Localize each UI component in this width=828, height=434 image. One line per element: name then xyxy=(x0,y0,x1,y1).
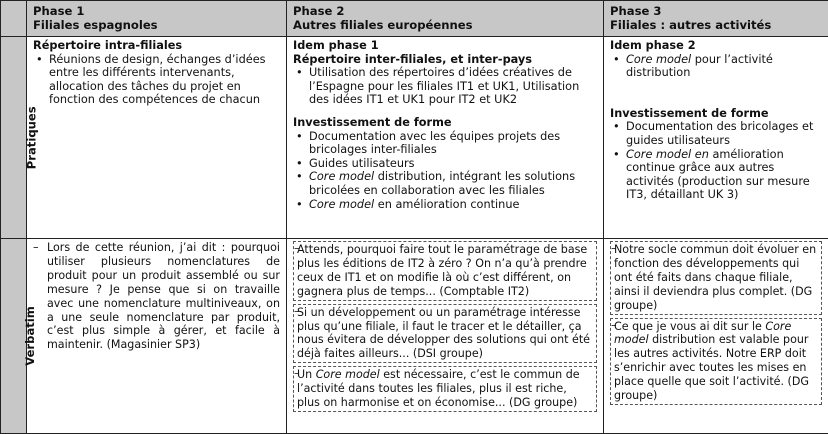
quote-list xyxy=(610,241,822,405)
quote-item: – Lors de cette réunion, j’ai dit : pourquoi utiliser plusieurs nomenclatures de produit pour un produit assemblé ou sur mesure ? Je pense que si on travaille avec une nomenclature multiniveaux, on a une seule nomenclature par produit, c’est plus simple à gérer, et facile à maintenir. (Magasinier SP3) xyxy=(33,241,280,352)
verbatim-row xyxy=(1,239,828,434)
section-title: Investissement de forme xyxy=(610,107,822,121)
bullet-list xyxy=(610,120,822,202)
item-text: pour l’activité distribution xyxy=(626,53,773,80)
list-item: • Réunions de design, échanges d’idées entre les différents intervenants, allocation des tâches du projet en fonction des compétences de chacun xyxy=(33,53,280,107)
phase-label: Phase 3 xyxy=(610,4,822,18)
list-item xyxy=(293,170,597,197)
row-label-verbatim: Verbatim xyxy=(1,239,27,434)
pratiques-phase-2 xyxy=(287,37,604,239)
section-title: Répertoire inter-filiales, et inter-pays xyxy=(293,53,597,67)
bullet-list xyxy=(610,53,822,80)
header-phase-1 xyxy=(27,1,287,37)
row-label-pratiques: Pratiques xyxy=(1,37,27,239)
phase-label: Phase 2 xyxy=(293,4,597,18)
emphasis: Core model xyxy=(626,53,691,66)
emphasis: Core model xyxy=(309,198,374,211)
bullet-list xyxy=(33,53,280,107)
section-title: Répertoire intra-filiales xyxy=(33,39,280,53)
quote-item: – Notre socle commun doit évoluer en fonction des développements qui ont été faits dans chaque filiale, ainsi il deviendra plus complet. (DG groupe) xyxy=(610,241,822,315)
emphasis: Core model xyxy=(316,368,380,381)
list-item xyxy=(610,148,822,202)
verbatim-phase-3 xyxy=(604,239,828,434)
section-title: Idem phase 1 xyxy=(293,39,597,53)
phase-title: Filiales espagnoles xyxy=(33,18,280,32)
phase-label: Phase 1 xyxy=(33,4,280,18)
header-phase-3 xyxy=(604,1,828,37)
pratiques-row xyxy=(1,37,828,239)
emphasis: Core model xyxy=(309,170,374,183)
quote-item: – Un Core model est nécessaire, c’est le commun de l’activité dans toutes les filiales, plus il est riche, plus on harmonise et on économise... (DG groupe) xyxy=(293,366,597,412)
list-item xyxy=(610,53,822,80)
emphasis: Core model xyxy=(614,320,791,347)
corner-cell xyxy=(1,1,27,37)
phase-title: Autres filiales européennes xyxy=(293,18,597,32)
item-text: en amélioration continue xyxy=(374,198,519,211)
quote-list xyxy=(33,241,280,352)
bullet-list xyxy=(293,130,597,212)
list-item: • Utilisation des répertoires d’idées créatives de l’Espagne pour les filiales IT1 et UK1, Utilisation des idées IT1 et UK1 pour IT2 et UK2 xyxy=(293,66,597,107)
list-item: • Guides utilisateurs xyxy=(293,157,597,171)
section-title: Idem phase 2 xyxy=(610,39,822,53)
list-item: • Documentation avec les équipes projets des bricolages inter-filiales xyxy=(293,130,597,157)
list-item xyxy=(293,198,597,212)
quote-item: – Si un développement ou un paramétrage intéresse plus qu’une filiale, il faut le tracer et le détailler, ça nous évitera de développer des solutions qui ont été déjà faites ailleurs... (DSI groupe) xyxy=(293,304,597,364)
item-text: distribution, intégrant les solutions bricolées en collaboration avec les filiales xyxy=(309,170,575,197)
header-phase-2 xyxy=(287,1,604,37)
verbatim-phase-1 xyxy=(27,239,287,434)
verbatim-phase-2 xyxy=(287,239,604,434)
quote-item: – Ce que je vous ai dit sur le Core model distribution est valable pour les autres activités. Notre ERP doit s’enrichir avec toutes les mises en place quelle que soit l’activité. (DG groupe) xyxy=(610,318,822,405)
pratiques-phase-3 xyxy=(604,37,828,239)
quote-list xyxy=(293,241,597,412)
emphasis: Core model en xyxy=(626,148,709,161)
list-item: • Documentation des bricolages et guides utilisateurs xyxy=(610,120,822,147)
phase-title: Filiales : autres activités xyxy=(610,18,822,32)
item-text: amélioration continue grâce aux autres activités (production sur mesure IT3, détaillant UK 3) xyxy=(626,148,810,202)
section-title: Investissement de forme xyxy=(293,116,597,130)
pratiques-phase-1 xyxy=(27,37,287,239)
quote-item: – Attends, pourquoi faire tout le paramétrage de base plus les éditions de IT2 à zéro ? On n’a qu’à prendre ceux de IT1 et on modifie là où c’est différent, on gagnera plus de temps... (Comptable IT2) xyxy=(293,241,597,301)
header-row xyxy=(1,1,828,37)
bullet-list xyxy=(293,66,597,107)
